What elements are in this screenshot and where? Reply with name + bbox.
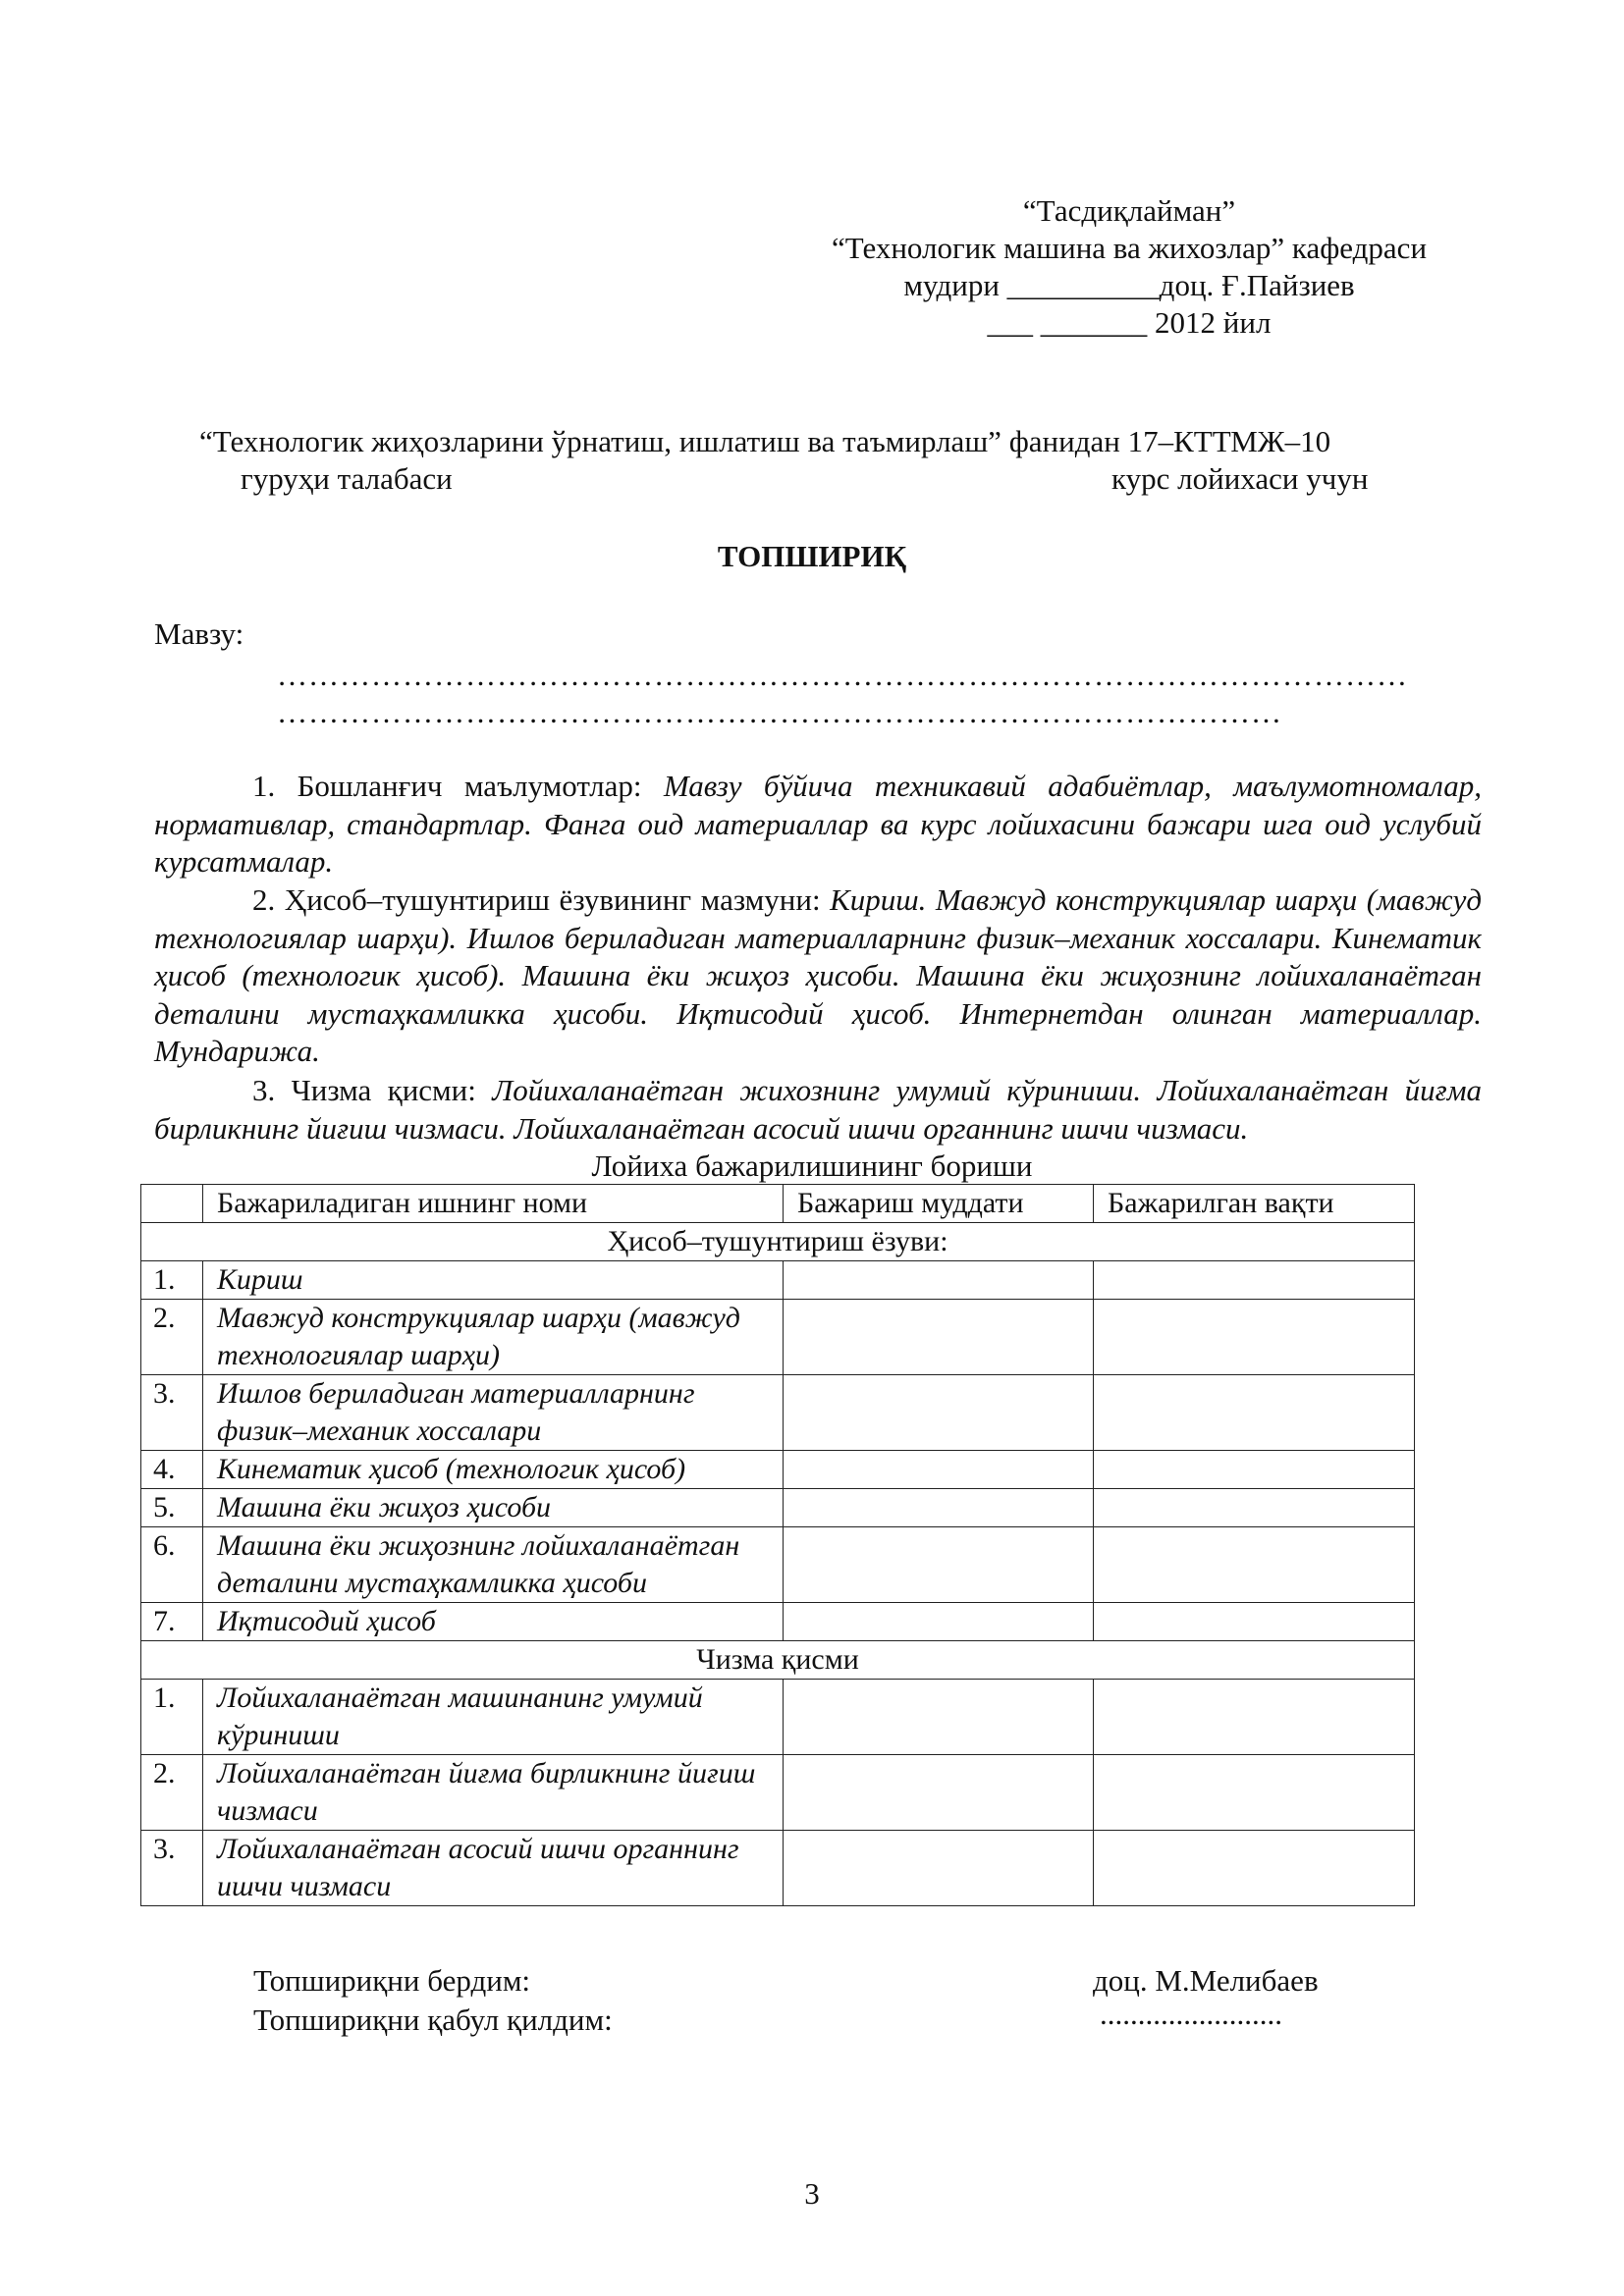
row-num: 5. bbox=[141, 1489, 203, 1527]
row-num: 1. bbox=[141, 1680, 203, 1755]
table-row bbox=[141, 1831, 1415, 1906]
row-work-name: Кинематик ҳисоб (технологик ҳисоб) bbox=[203, 1451, 784, 1489]
row-deadline-cell bbox=[784, 1375, 1094, 1451]
table-caption: Лойиха бажарилишининг бориши bbox=[591, 1148, 1033, 1183]
table-row bbox=[141, 1489, 1415, 1527]
table-row bbox=[141, 1451, 1415, 1489]
row-deadline-cell bbox=[784, 1831, 1094, 1906]
accepted-label: Топшириқни қабул қилдим: bbox=[253, 2002, 613, 2037]
row-num: 2. bbox=[141, 1755, 203, 1831]
section-3-label: 3. Чизма қисми: bbox=[252, 1073, 476, 1107]
page-title: ТОПШИРИҚ bbox=[717, 539, 907, 573]
row-deadline-cell bbox=[784, 1261, 1094, 1300]
row-work-name: Кириш bbox=[203, 1261, 784, 1300]
table-row bbox=[141, 1603, 1415, 1641]
row-num: 1. bbox=[141, 1261, 203, 1300]
row-deadline-cell bbox=[784, 1451, 1094, 1489]
section-3 bbox=[154, 1072, 1482, 1148]
accepted-value: ........................ bbox=[1100, 1997, 1282, 2031]
header-deadline: Бажариш муддати bbox=[784, 1185, 1094, 1223]
project-label: курс лойихаси учун bbox=[1111, 461, 1369, 496]
topic-dots-2: …………………………………………………………………………………… bbox=[277, 695, 1282, 729]
row-deadline-cell bbox=[784, 1527, 1094, 1603]
table-row bbox=[141, 1300, 1415, 1375]
approval-line-3: мудири __________доц. Ғ.Пайзиев bbox=[903, 268, 1355, 302]
row-work-name: Машина ёки жиҳознинг лойихаланаётган деталини мустаҳкамликка ҳисоби bbox=[203, 1527, 784, 1603]
row-num: 4. bbox=[141, 1451, 203, 1489]
given-name: доц. М.Мелибаев bbox=[1093, 1963, 1319, 1998]
section-1-text: Мавзу бўйича техникавий адабиётлар, маълумотномалар, нормативлар, стандартлар. Фанга оид материаллар ва курс лойихасини бажари шга оид услубий курсатмалар. bbox=[154, 769, 1483, 879]
row-done-cell bbox=[1094, 1261, 1415, 1300]
topic-dots-1: ……………………………………………………………………………………………… bbox=[277, 658, 1408, 692]
page-number: 3 bbox=[804, 2176, 820, 2211]
row-done-cell bbox=[1094, 1603, 1415, 1641]
section-1 bbox=[154, 768, 1482, 881]
approval-block bbox=[785, 192, 1473, 342]
table-header-row bbox=[141, 1185, 1415, 1223]
row-deadline-cell bbox=[784, 1680, 1094, 1755]
table-row bbox=[141, 1527, 1415, 1603]
header-num bbox=[141, 1185, 203, 1223]
approval-line-2: “Технологик машина ва жихозлар” кафедраси bbox=[831, 231, 1428, 265]
subject-line: “Технологик жиҳозларини ўрнатиш, ишлатиш ва таъмирлаш” фанидан 17–КТТМЖ–10 bbox=[199, 424, 1331, 458]
table-row bbox=[141, 1261, 1415, 1300]
row-done-cell bbox=[1094, 1527, 1415, 1603]
row-num: 2. bbox=[141, 1300, 203, 1375]
row-work-name: Лойихаланаётган машинанинг умумий кўриниши bbox=[203, 1680, 784, 1755]
row-deadline-cell bbox=[784, 1300, 1094, 1375]
row-num: 3. bbox=[141, 1375, 203, 1451]
group-title: Ҳисоб–тушунтириш ёзуви: bbox=[141, 1223, 1415, 1261]
progress-table bbox=[140, 1184, 1415, 1906]
row-done-cell bbox=[1094, 1300, 1415, 1375]
section-1-label: 1. Бошланғич маълумотлар: bbox=[252, 769, 642, 803]
header-work-name: Бажариладиган ишнинг номи bbox=[203, 1185, 784, 1223]
row-num: 3. bbox=[141, 1831, 203, 1906]
row-deadline-cell bbox=[784, 1603, 1094, 1641]
section-3-text: Лойихаланаётган жихознинг умумий кўриниши. Лойихаланаётган йиғма бирликнинг йиғиш чизмаси. Лойихаланаётган асосий ишчи органнинг ишчи чизмаси. bbox=[154, 1073, 1482, 1146]
table-row bbox=[141, 1755, 1415, 1831]
section-2-text: Кириш. Мавжуд конструкциялар шарҳи (мавжуд технологиялар шарҳи). Ишлов бериладиган материалларнинг физик–механик хоссалари. Кинематик ҳисоб (технологик ҳисоб). Машина ёки жиҳоз ҳисоби. Машина ёки жиҳознинг лойихаланаётган деталини мустаҳкамликка ҳисоби. Иқтисодий ҳисоб. Интернетдан олинган материаллар. Мундарижа. bbox=[154, 882, 1483, 1068]
header-done-time: Бажарилган вақти bbox=[1094, 1185, 1415, 1223]
table-row bbox=[141, 1680, 1415, 1755]
group-row bbox=[141, 1223, 1415, 1261]
section-2-label: 2. Ҳисоб–тушунтириш ёзувининг мазмуни: bbox=[252, 882, 821, 917]
row-deadline-cell bbox=[784, 1489, 1094, 1527]
group-label: гуруҳи талабаси bbox=[241, 461, 453, 496]
row-work-name: Ишлов бериладиган материалларнинг физик–механик хоссалари bbox=[203, 1375, 784, 1451]
row-deadline-cell bbox=[784, 1755, 1094, 1831]
approval-line-1: “Тасдиқлайман” bbox=[1022, 193, 1236, 228]
row-work-name: Иқтисодий ҳисоб bbox=[203, 1603, 784, 1641]
row-done-cell bbox=[1094, 1489, 1415, 1527]
given-label: Топшириқни бердим: bbox=[253, 1963, 531, 1998]
row-work-name: Мавжуд конструкциялар шарҳи (мавжуд технологиялар шарҳи) bbox=[203, 1300, 784, 1375]
row-num: 7. bbox=[141, 1603, 203, 1641]
row-work-name: Машина ёки жиҳоз ҳисоби bbox=[203, 1489, 784, 1527]
table-row bbox=[141, 1375, 1415, 1451]
row-done-cell bbox=[1094, 1451, 1415, 1489]
approval-line-4: ___ _______ 2012 йил bbox=[987, 305, 1272, 340]
row-done-cell bbox=[1094, 1831, 1415, 1906]
row-num: 6. bbox=[141, 1527, 203, 1603]
row-done-cell bbox=[1094, 1375, 1415, 1451]
topic-label: Мавзу: bbox=[154, 616, 244, 651]
row-done-cell bbox=[1094, 1680, 1415, 1755]
group-title: Чизма қисми bbox=[141, 1641, 1415, 1680]
row-work-name: Лойихаланаётган асосий ишчи органнинг ишчи чизмаси bbox=[203, 1831, 784, 1906]
section-2 bbox=[154, 881, 1482, 1071]
row-done-cell bbox=[1094, 1755, 1415, 1831]
group-row bbox=[141, 1641, 1415, 1680]
row-work-name: Лойихаланаётган йиғма бирликнинг йиғиш чизмаси bbox=[203, 1755, 784, 1831]
